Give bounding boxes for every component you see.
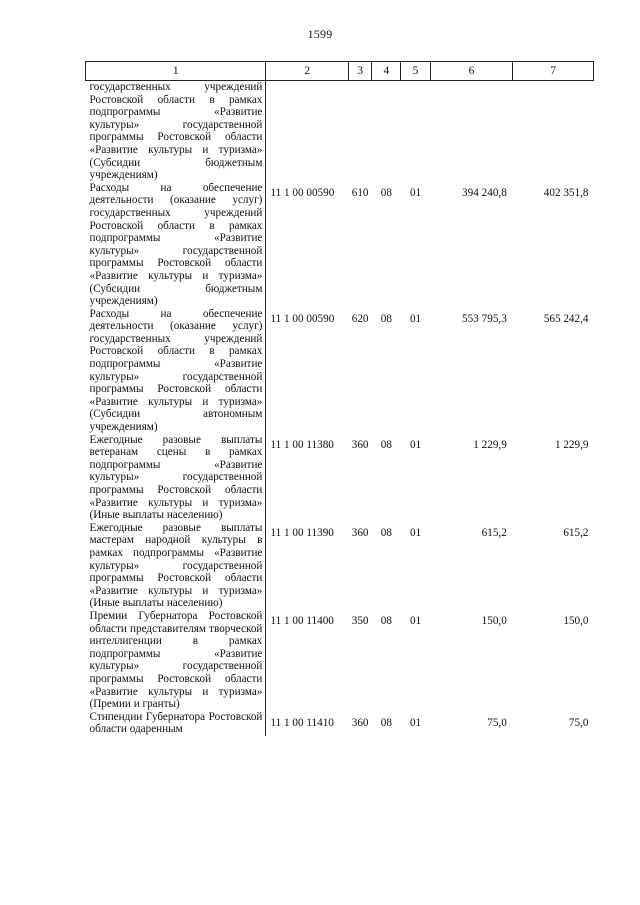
- table-row: [86, 434, 594, 522]
- row-vr: 360: [351, 716, 369, 729]
- row-amount-year2: 615,2: [563, 526, 589, 539]
- row-amount-year1: 75,0: [487, 716, 507, 729]
- row-amount-year2: 565 242,4: [543, 312, 589, 325]
- row-rz: 08: [380, 186, 392, 199]
- column-header-year2: 7: [513, 62, 594, 81]
- row-code: 11 1 00 11390: [270, 526, 334, 539]
- column-header-code: 2: [266, 62, 349, 81]
- row-name: Стипендии Губернатора Ростовской области одаренным: [86, 711, 266, 736]
- row-rz: 08: [380, 526, 392, 539]
- row-amount-year1: 553 795,3: [462, 312, 507, 325]
- row-pr: 01: [409, 438, 422, 451]
- row-rz: 08: [380, 438, 392, 451]
- row-name: Премии Губернатора Ростовской области представителям творческой интеллигенции в рамках подпрограммы «Развитие культуры» государственной программы Ростовской области «Развитие культуры и туризма» (Премии и гранты): [86, 610, 266, 711]
- table-row: [86, 182, 594, 308]
- row-rz: 08: [380, 614, 392, 627]
- row-amount-year1: 1 229,9: [473, 438, 507, 451]
- row-vr: 360: [351, 526, 369, 539]
- budget-table: [85, 61, 594, 736]
- row-vr: 610: [351, 186, 369, 199]
- table-row: [86, 610, 594, 711]
- row-amount-year2: 150,0: [563, 614, 589, 627]
- table-row: [86, 522, 594, 610]
- table-row: [86, 711, 594, 736]
- column-header-rz: 4: [372, 62, 401, 81]
- row-amount-year1: 615,2: [481, 526, 507, 539]
- row-vr: 360: [351, 438, 369, 451]
- column-header-vr: 3: [349, 62, 372, 81]
- row-pr: 01: [409, 614, 422, 627]
- row-name: Расходы на обеспечение деятельности (оказание услуг) государственных учреждений Ростовской области в рамках подпрограммы «Развитие культуры» государственной программы Ростовской области «Развитие культуры и туризма» (Субсидии бюджетным учреждениям): [86, 182, 266, 308]
- row-code: 11 1 00 00590: [270, 186, 335, 199]
- row-name: Расходы на обеспечение деятельности (оказание услуг) государственных учреждений Ростовской области в рамках подпрограммы «Развитие культуры» государственной программы Ростовской области «Развитие культуры и туризма» (Субсидии автономным учреждениям): [86, 308, 266, 434]
- row-rz: 08: [380, 312, 392, 325]
- row-code: 11 1 00 00590: [270, 312, 335, 325]
- row-amount-year2: 1 229,9: [554, 438, 589, 451]
- table-header-row: [86, 62, 594, 81]
- row-amount-year1: 394 240,8: [462, 186, 507, 199]
- table-row-continuation: [86, 81, 594, 182]
- row-pr: 01: [409, 312, 422, 325]
- row-rz: 08: [380, 716, 392, 729]
- row-pr: 01: [409, 526, 422, 539]
- row-name: Ежегодные разовые выплаты ветеранам сцены в рамках подпрограммы «Развитие культуры» государственной программы Ростовской области «Развитие культуры и туризма» (Иные выплаты населению): [86, 434, 266, 522]
- column-header-name: 1: [86, 62, 266, 81]
- row-vr: 620: [351, 312, 369, 325]
- row-name: Ежегодные разовые выплаты мастерам народной культуры в рамках подпрограммы «Развитие культуры» государственной программы Ростовской области «Развитие культуры и туризма» (Иные выплаты населению): [86, 522, 266, 610]
- row-code: 11 1 00 11410: [270, 716, 334, 729]
- row-amount-year1: 150,0: [481, 614, 507, 627]
- row-amount-year2: 75,0: [568, 716, 589, 729]
- row-vr: 350: [351, 614, 369, 627]
- column-header-pr: 5: [401, 62, 430, 81]
- row-amount-year2: 402 351,8: [543, 186, 589, 199]
- row-code: 11 1 00 11380: [270, 438, 334, 451]
- page-number: 1599: [307, 27, 333, 41]
- table-row: [86, 308, 594, 434]
- row-pr: 01: [409, 716, 422, 729]
- row-code: 11 1 00 11400: [270, 614, 334, 627]
- row-pr: 01: [409, 186, 422, 199]
- column-header-year1: 6: [430, 62, 513, 81]
- row-name-continuation: государственных учреждений Ростовской области в рамках подпрограммы «Развитие культуры» государственной программы Ростовской области «Развитие культуры и туризма» (Субсидии бюджетным учреждениям): [86, 81, 266, 182]
